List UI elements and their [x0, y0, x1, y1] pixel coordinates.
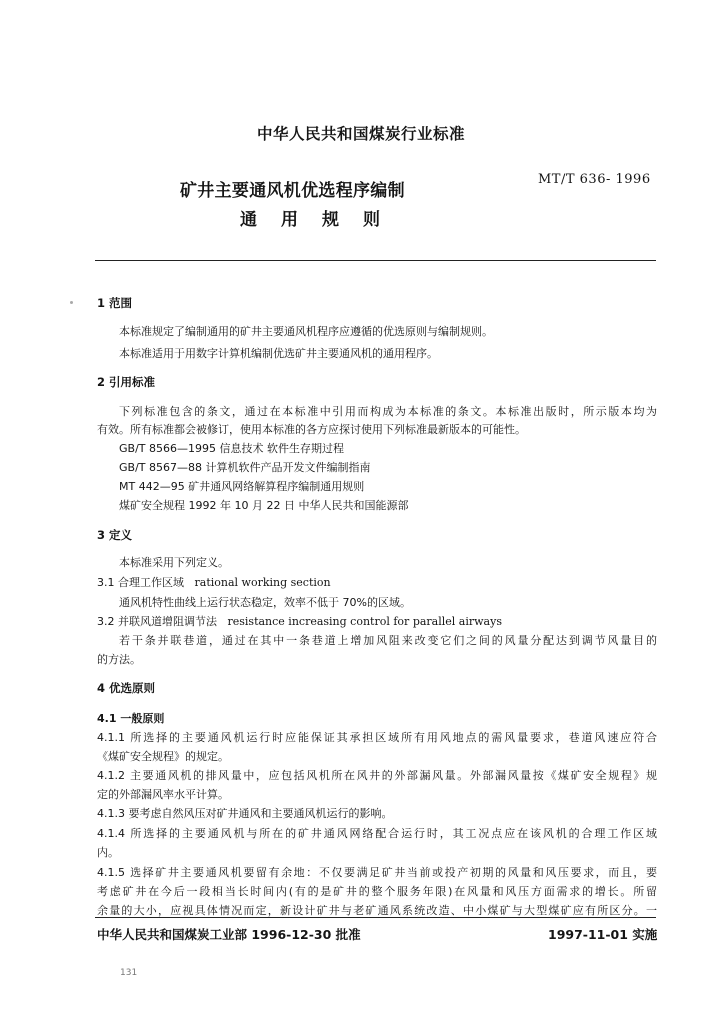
- definition-3-2-body-line-2: 的方法。: [97, 653, 141, 666]
- clause-4-1-2-line-2: 定的外部漏风率水平计算。: [97, 788, 229, 801]
- page-number: 131: [120, 968, 138, 978]
- clause-4-1-5-line-2: 考虑矿井在今后一段相当长时间内(有的是矿井的整个服务年限)在风量和风压方面需求的增长。所留: [97, 885, 657, 898]
- scan-speck: [70, 301, 73, 304]
- effective-date: 1997-11-01 实施: [548, 927, 658, 942]
- section-2-intro-line-1: 下列标准包含的条文，通过在本标准中引用而构成为本标准的条文。本标准出版时，所示版本均为: [119, 405, 657, 418]
- definition-3-1-term: [97, 574, 331, 590]
- section-4-heading: 4 优选原则: [97, 681, 156, 695]
- section-3-intro: 本标准采用下列定义。: [119, 556, 229, 569]
- standard-number: MT/T 636- 1996: [538, 172, 651, 187]
- reference-item: GB/T 8566—1995 信息技术 软件生存期过程: [119, 442, 344, 455]
- clause-4-1-4-line-1: 4.1.4 所选择的主要通风机与所在的矿井通风网络配合运行时，其工况点应在该风机的合理工作区域: [97, 827, 657, 840]
- reference-item: GB/T 8567—88 计算机软件产品开发文件编制指南: [119, 461, 371, 474]
- definition-3-1-term-zh: 3.1 合理工作区域: [97, 576, 184, 589]
- clause-4-1-3: 4.1.3 要考虑自然风压对矿井通风和主要通风机运行的影响。: [97, 807, 393, 820]
- section-1-para-2: 本标准适用于用数字计算机编制优选矿井主要通风机的通用程序。: [119, 347, 438, 360]
- clause-4-1-5-line-1: 4.1.5 选择矿井主要通风机要留有余地：不仅要满足矿井当前或投产初期的风量和风压要求，而且，要: [97, 866, 657, 879]
- clause-4-1-5-line-3: 余量的大小，应视具体情况而定，新设计矿井与老矿通风系统改造、中小煤矿与大型煤矿应有所区分。一: [97, 904, 657, 917]
- definition-3-1-body: 通风机特性曲线上运行状态稳定，效率不低于 70%的区域。: [119, 596, 411, 609]
- clause-4-1-2-line-1: 4.1.2 主要通风机的排风量中，应包括风机所在风井的外部漏风量。外部漏风量按《煤矿安全规程》规: [97, 769, 657, 782]
- section-3-heading: 3 定义: [97, 528, 133, 542]
- definition-3-2-body-line-1: 若干条并联巷道，通过在其中一条巷道上增加风阻来改变它们之间的风量分配达到调节风量目的: [119, 634, 657, 647]
- footer-rule: [95, 917, 656, 918]
- definition-3-2-term-en: resistance increasing control for parallel airways: [227, 615, 502, 628]
- section-2-intro-line-2: 有效。所有标准都会被修订，使用本标准的各方应探讨使用下列标准最新版本的可能性。: [97, 423, 526, 436]
- section-1-para-1: 本标准规定了编制通用的矿井主要通风机程序应遵循的优选原则与编制规则。: [119, 325, 493, 338]
- section-2-heading: 2 引用标准: [97, 375, 156, 389]
- reference-item: MT 442—95 矿井通风网络解算程序编制通用规则: [119, 480, 365, 493]
- subsection-4-1-heading: 4.1 一般原则: [97, 712, 165, 725]
- definition-3-1-term-en: rational working section: [194, 576, 331, 589]
- clause-4-1-1-line-2: 《煤矿安全规程》的规定。: [97, 750, 229, 763]
- header-rule: [95, 260, 656, 261]
- section-1-heading: 1 范围: [97, 296, 133, 310]
- reference-item: 煤矿安全规程 1992 年 10 月 22 日 中华人民共和国能源部: [119, 499, 409, 512]
- clause-4-1-4-line-2: 内。: [97, 846, 119, 859]
- document-subtitle: 通用规则: [240, 210, 404, 230]
- definition-3-2-term-zh: 3.2 并联风道增阻调节法: [97, 615, 217, 628]
- issuing-agency: 中华人民共和国煤炭行业标准: [256, 125, 465, 143]
- document-title: 矿井主要通风机优选程序编制: [180, 181, 405, 201]
- clause-4-1-1-line-1: 4.1.1 所选择的主要通风机运行时应能保证其承担区域所有用风地点的需风量要求，巷道风速应符合: [97, 731, 657, 744]
- definition-3-2-term: [97, 613, 502, 629]
- approval-statement: 中华人民共和国煤炭工业部 1996-12-30 批准: [97, 927, 361, 942]
